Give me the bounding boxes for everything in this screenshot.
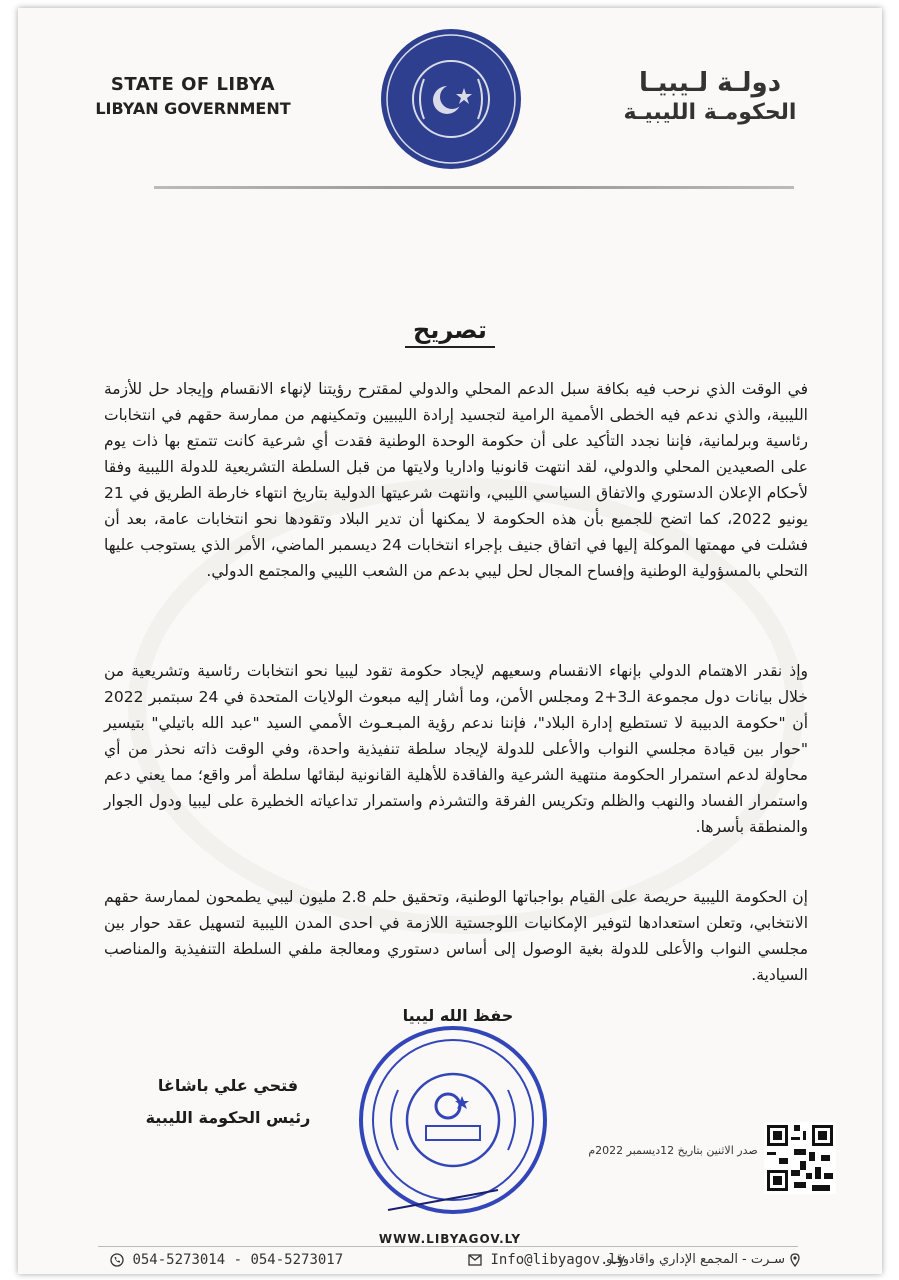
footer-phones xyxy=(110,1252,343,1268)
phone-icon xyxy=(110,1253,124,1267)
official-stamp-icon xyxy=(348,1020,558,1220)
paragraph-1: في الوقت الذي نرحب فيه بكافة سبل الدعم المحلي والدولي لمقترح رؤيتنا لإنهاء الانقسام وإيجاد حل للأزمة الليبية، والذي ندعم فيه الخطى الأممية الرامية لتجسيد إرادة الليبيين وتمكينهم من ممارسة حقهم في انتخابات رئاسية وبرلمانية، فإننا نجدد التأكيد على أن حكومة الوحدة الوطنية فقدت أي شرعية كانت تتمتع بها ذات يوم على الصعيدين المحلي والدولي، لقد انتهت قانونيا واداريا ولايتها من قبل السلطة التشريعية للدولة الليبية وفقا لأحكام الإعلان الدستوري والاتفاق السياسي الليبي، وانتهت شرعيتها الدولية بتاريخ انتهاء خارطة الطريق في 21 يونيو 2022، كما اتضح للجميع بأن هذه الحكومة لا يمكنها أن تدير البلاد وتقودها نحو انتخابات عامة، بعد أن فشلت في مهمتها الموكلة إليها في اتفاق جنيف بإجراء انتخابات 24 ديسمبر الماضي، الأمر الذي يستوجب عليها التحلي بالمسؤولية الوطنية وإفساح المجال لحل ليبي بدعم من الشعب الليبي والمجتمع الدولي. xyxy=(104,380,809,580)
footer-contact xyxy=(98,1250,818,1270)
email-icon xyxy=(468,1254,482,1266)
document-page xyxy=(18,8,882,1274)
paragraph-3: إن الحكومة الليبية حريصة على القيام بواجباتها الوطنية، وتحقيق حلم 2.8 مليون ليبي يطمحون لممارسة حقهم الانتخابي، وتعلن استعدادها لتوفير الإمكانيات اللوجستية اللازمة في احدى المدن الليبية لتسهيل عقد حوار بين مجلسي النواب والأعلى للدولة بغية الوصول إلى أساس دستوري ومعالجة ملفي السلطة التنفيذية والمناصب السيادية. xyxy=(104,888,808,984)
phones-text: 054-5273014 - 054-5273017 xyxy=(132,1252,344,1268)
footer-email[interactable] xyxy=(468,1252,625,1268)
title-text: تصريح xyxy=(405,316,495,348)
footer-address xyxy=(606,1252,801,1267)
qr-code-icon xyxy=(764,1122,836,1194)
footer-divider xyxy=(98,1246,798,1247)
signatory-name: فتحي علي باشاغا xyxy=(157,1076,299,1095)
signatory-role: رئيس الحكومة الليبية xyxy=(145,1108,311,1127)
header-divider xyxy=(154,186,794,189)
location-pin-icon xyxy=(789,1253,801,1267)
header-ar-state: دولـة لـيبيـا xyxy=(638,68,782,98)
header-ar-government: الحكومـة الليبيـة xyxy=(623,100,797,125)
paragraph-2: وإذ نقدر الاهتمام الدولي بإنهاء الانقسام وسعيهم لإيجاد حكومة تقود ليبيا نحو انتخابات رئاسية وتشريعية من خلال بيانات دول مجموعة الـ3+2 ومجلس الأمن، وما أشار إليه مبعوث الولايات المتحدة في 24 سبتمبر 2022 أن "حكومة الدبيبة لا تستطيع إدارة البلاد"، فإننا ندعم رؤية المبـعـوث الأممي السيد "عبد الله باتيلي" بتيسير "حوار بين قيادة مجلسي النواب والأعلى للدولة لإيجاد سلطة تنفيذية واحدة، وفي الوقت ذاته نحذر من أي محاولة لدعم استمرار الحكومة منتهية الشرعية والفاقدة للأهلية القانونية لبقائها سلطة أمر واقع؛ مما يعني دعم واستمرار الفساد والنهب والظلم وتكريس الفرقة والتشرذم واستمرار تداعياته الخطيرة على ليبيا ودول الجوار والمنطقة بأسرها. xyxy=(104,662,808,836)
header-en-government: LIBYAN GOVERNMENT xyxy=(95,99,291,118)
closing-phrase: حفظ الله ليبيا xyxy=(402,1006,514,1025)
address-text: سـرت - المجمع الإداري واقادوقـو xyxy=(606,1252,785,1267)
website-url[interactable]: WWW.LIBYAGOV.LY xyxy=(378,1232,522,1246)
email-text: Info@libyagov.ly xyxy=(490,1252,626,1268)
issue-date: صدر الاثنين بتاريخ 12ديسمبر 2022م xyxy=(588,1144,758,1157)
document-title xyxy=(18,316,882,344)
header-arabic xyxy=(610,68,810,125)
government-logo-icon xyxy=(376,24,526,174)
header-en-state: STATE OF LIBYA xyxy=(110,74,276,95)
header-english xyxy=(88,74,298,118)
